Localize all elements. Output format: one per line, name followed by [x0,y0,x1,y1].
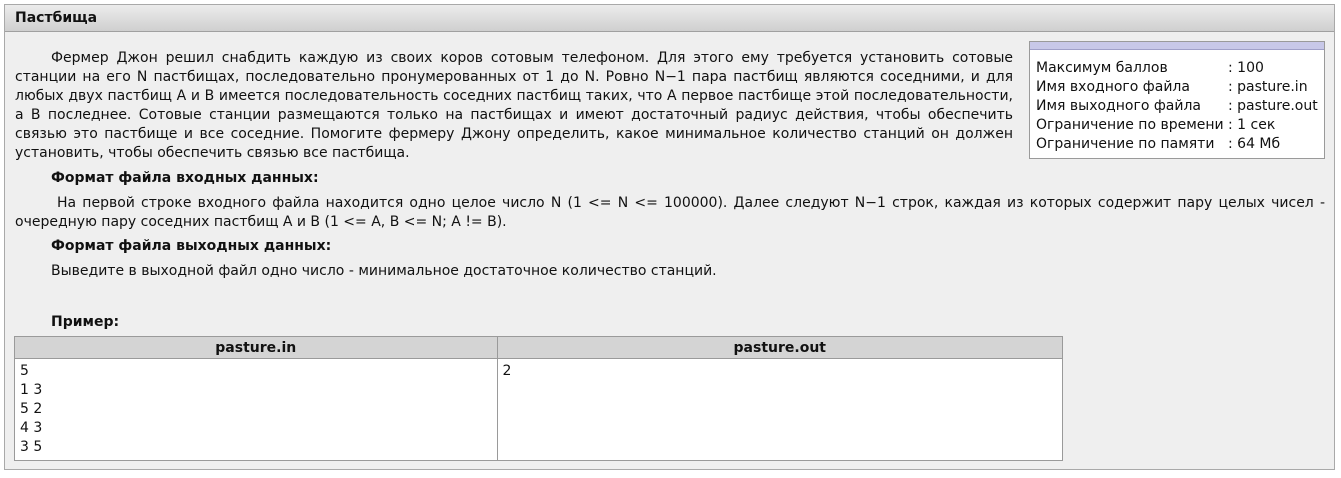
example-input-line: 4 3 [20,420,43,436]
info-value: : pasture.out [1228,98,1318,114]
info-label: Ограничение по времени [1036,117,1224,133]
example-output-line: 2 [502,363,512,379]
input-format-heading: Формат файла входных данных: [51,170,319,186]
example-input-line: 5 2 [20,401,43,417]
info-label: Ограничение по памяти [1036,136,1215,152]
example-output-header: pasture.out [497,337,1062,359]
info-row-input-file [1036,78,1308,97]
info-row-time-limit [1036,116,1275,135]
info-row-max-score [1036,59,1264,78]
example-input-cell [15,359,498,461]
info-label: Имя выходного файла [1036,98,1202,114]
input-format-text: На первой строке входного файла находится одно целое число N (1 <= N <= 100000). Далее следуют N−1 строк, каждая из которых содержит пару целых чисел - очередную пару соседних пастбищ A и B (1 <= A, B <= N; A != B). [15,195,1325,230]
info-row-output-file [1036,97,1318,116]
info-value: : pasture.in [1228,79,1308,95]
problem-statement: Фермер Джон решил снабдить каждую из своих коров сотовым телефоном. Для этого ему требуется установить сотовые станции на его N пастбищах, последовательно пронумерованных от 1 до N. Ровно N−1 пара пастбищ являются соседними, и для любых двух пастбищ A и B имеется последовательность соседних пастбищ таких, что A первое пастбище этой последовательности, а B последнее. Сотовые станции размещаются только на пастбищах и имеют достаточный радиус действия, чтобы обеспечить связью это пастбище и все соседние. Помогите фермеру Джону определить, какое минимальное количество станций он должен установить, чтобы обеспечить связью все пастбища. [15,50,1013,161]
problem-info-box [1029,41,1325,159]
problem-panel [4,4,1335,470]
problem-title: Пастбища [5,5,1334,32]
info-label: Имя входного файла [1036,79,1190,95]
info-value: : 64 Мб [1228,136,1281,152]
info-label: Максимум баллов [1036,60,1168,76]
example-input-line: 3 5 [20,439,43,455]
example-input-line: 1 3 [20,382,43,398]
example-input-line: 5 [20,363,29,379]
output-format-text: Выведите в выходной файл одно число - минимальное достаточное количество станций. [51,263,717,279]
info-box-header-bar [1030,42,1324,50]
example-output-cell [497,359,1062,461]
output-format-heading: Формат файла выходных данных: [51,238,332,254]
info-row-memory-limit [1036,135,1280,154]
info-value: : 100 [1228,60,1264,76]
example-table [14,336,1063,461]
info-value: : 1 сек [1228,117,1276,133]
example-input-header: pasture.in [15,337,498,359]
example-heading: Пример: [51,314,120,330]
